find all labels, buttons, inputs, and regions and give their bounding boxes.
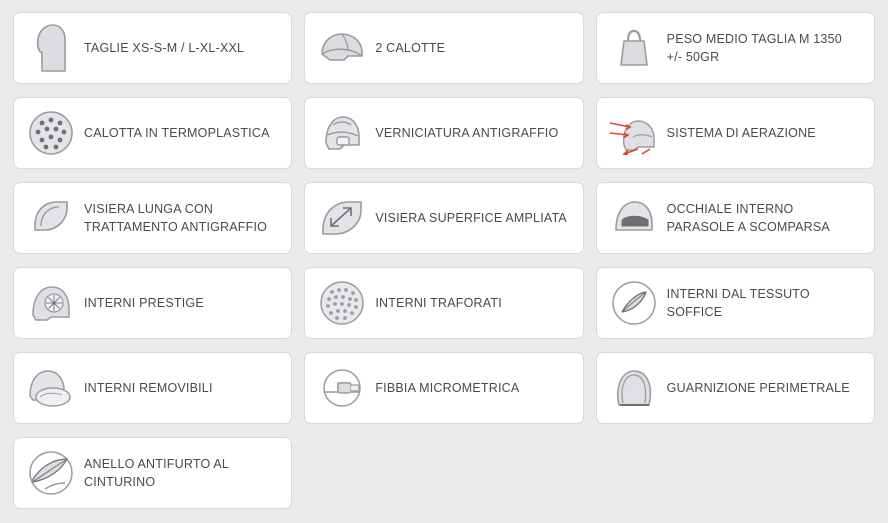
scratch-resistant-paint-icon [315, 106, 369, 160]
feature-card-taglie [13, 12, 292, 84]
feature-label-calotta-termoplastica: CALOTTA IN TERMOPLASTICA [84, 125, 270, 140]
soft-fabric-icon [607, 276, 661, 330]
removable-lining-icon [24, 361, 78, 415]
feature-card-peso-medio [596, 12, 875, 84]
feature-label-visiera-lunga: VISIERA LUNGA CON TRATTAMENTO ANTIGRAFFIO [84, 201, 268, 234]
perforated-lining-icon [315, 276, 369, 330]
prestige-lining-icon [24, 276, 78, 330]
feature-card-aerazione [596, 97, 875, 169]
perimeter-seal-icon [607, 361, 661, 415]
feature-label-fibbia-micrometrica: FIBBIA MICROMETRICA [375, 380, 520, 395]
feature-label-visiera-ampliata: VISIERA SUPERFICE AMPLIATA [375, 210, 567, 225]
feature-card-guarnizione-perimetrale [596, 352, 875, 424]
two-shells-icon [315, 21, 369, 75]
thermoplastic-shell-icon [24, 106, 78, 160]
feature-card-verniciatura [304, 97, 583, 169]
feature-card-occhiale-interno [596, 182, 875, 254]
feature-label-anello-antifurto: ANELLO ANTIFURTO AL CINTURINO [84, 456, 229, 489]
micrometric-buckle-icon [315, 361, 369, 415]
feature-card-anello-antifurto [13, 437, 292, 509]
feature-card-visiera-lunga [13, 182, 292, 254]
feature-label-taglie: TAGLIE XS-S-M / L-XL-XXL [84, 40, 245, 55]
ventilation-system-icon [607, 106, 661, 160]
feature-label-interni-traforati: INTERNI TRAFORATI [375, 295, 502, 310]
feature-label-interni-removibili: INTERNI REMOVIBILI [84, 380, 213, 395]
anti-theft-ring-icon [24, 446, 78, 500]
feature-label-guarnizione-perimetrale: GUARNIZIONE PERIMETRALE [666, 380, 850, 395]
feature-card-calotte [304, 12, 583, 84]
weight-icon [607, 21, 661, 75]
feature-card-visiera-ampliata [304, 182, 583, 254]
wide-visor-icon [315, 191, 369, 245]
feature-label-aerazione: SISTEMA DI AERAZIONE [666, 125, 816, 140]
internal-sun-visor-icon [607, 191, 661, 245]
feature-card-interni-traforati [304, 267, 583, 339]
feature-label-occhiale-interno: OCCHIALE INTERNO PARASOLE A SCOMPARSA [666, 201, 830, 234]
long-visor-icon [24, 191, 78, 245]
feature-card-interni-tessuto-soffice [596, 267, 875, 339]
feature-card-interni-prestige [13, 267, 292, 339]
feature-label-interni-tessuto-soffice: INTERNI DAL TESSUTO SOFFICE [666, 286, 810, 319]
feature-label-verniciatura: VERNICIATURA ANTIGRAFFIO [375, 125, 559, 140]
feature-card-calotta-termoplastica [13, 97, 292, 169]
feature-label-interni-prestige: INTERNI PRESTIGE [84, 295, 204, 310]
helmet-size-head-icon [24, 21, 78, 75]
feature-label-calotte: 2 CALOTTE [375, 40, 446, 55]
feature-card-fibbia-micrometrica [304, 352, 583, 424]
feature-label-peso-medio: PESO MEDIO TAGLIA M 1350 +/- 50GR [666, 31, 842, 64]
feature-card-interni-removibili [13, 352, 292, 424]
